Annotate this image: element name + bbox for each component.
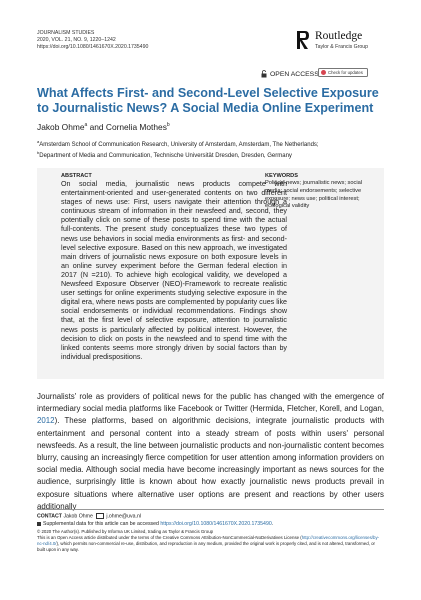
license-part: ), which permits non-commercial re-use, distribution, and reproduction in any medium, provided the original work is properly cited, and is not altered, transformed, or built upon in any way. [37, 540, 375, 553]
article-doi[interactable]: https://doi.org/10.1080/1461670X.2020.1735490 [37, 44, 149, 50]
article-title: What Affects First- and Second-Level Selective Exposure to Journalistic News? A Social Media Online Experiment [37, 86, 379, 115]
body-paragraph [37, 391, 384, 513]
article-footer [37, 509, 384, 553]
supplemental-icon [37, 522, 41, 526]
journal-header [37, 30, 148, 51]
open-lock-icon [261, 70, 267, 78]
journal-volume: 2020, VOL. 21, NO. 9, 1220–1242 [37, 37, 116, 43]
check-updates-icon [321, 70, 326, 75]
supplemental-line: Supplemental data for this article can be accessed https://doi.org/10.1080/1461670X.2020.1735490. [37, 521, 384, 529]
contact-email[interactable]: j.ohme@uva.nl [106, 513, 141, 520]
email-icon [96, 513, 104, 519]
license-link[interactable]: http://creativecommons.org/licenses/by-nc-nd/4.0/ [37, 534, 380, 546]
publisher-logo [296, 30, 396, 60]
body-text: ). These platforms, based on algorithmic decisions, integrate journalistic products with entertainment and personal content into a steady stream of posts within users' personal newsfeeds. As a result, the line between journalistic products and non-journalistic content becomes blurry, causing an increasingly fierce competition for user attention among information providers on social media. Although social media have become increasingly important as news sources for the audience, surprisingly little is known about how exactly journalistic news products prevail in exposure situations where alternative user options are present and reactions by other users additionally [37, 416, 384, 511]
affil-text: Department of Media and Communication, Technische Universität Dresden, Dresden, Germany [39, 153, 292, 159]
license-part: This is an Open Access article distributed under the terms of the Creative Commons Attribution-NonCommercial-NoDerivatives License ( [37, 534, 302, 540]
authors-join: and [89, 122, 104, 132]
body-text: Journalists' role as providers of political news for the public has changed with the emergence of intermediary social media platforms like Facebook or Twitter (Hermida, Fletcher, Korell, and Logan, [37, 392, 384, 414]
affiliation [37, 149, 387, 160]
open-access-label: OPEN ACCESS [270, 70, 319, 78]
affil-mark: a [37, 139, 40, 144]
author-name[interactable]: Jakob Ohme [37, 122, 85, 132]
publisher-name: Routledge [315, 30, 363, 42]
author-affil-mark: b [166, 122, 170, 129]
check-updates-label: Check for updates [328, 70, 363, 75]
abstract-heading: ABSTRACT [61, 173, 92, 179]
author-name[interactable]: Cornelia Mothes [105, 122, 167, 132]
open-access-badge [261, 70, 319, 78]
abstract-text: On social media, journalistic news products compete with entertainment-oriented and user-generated contents on two different stages of news use: First, users navigate their attention through a continuous stream of information in their newsfeed and, second, they potentially click on some of these posts to spend time with the actual full-contents. The present study conceptualizes these two types of news use behaviors in social media environments as first- and second-level selective exposure. Based on this new approach, we investigated main drivers of journalistic news exposure on both exposure levels in an online survey experiment before the German federal election in 2017 (N =210). To achieve high ecological validity, we developed a Newsfeed Exposure Observer (NEO)-Framework to recreate realistic user settings for online experiments studying selective exposure in the digital era, where news posts are complemented by popularity cues like social endorsements or individual recommendations. Findings show that, at the first level of selective exposure, attention to journalistic news posts is particularly affected by political interest. However, the decision to click on posts in the newsfeed and to spend time with the linked contents seems more strongly driven by social factors than by individual predispositions. [61, 180, 287, 361]
author-affil-mark: a [84, 122, 88, 129]
contact-line [37, 513, 384, 521]
keywords-section [265, 173, 380, 211]
publisher-subtitle: Taylor & Francis Group [315, 44, 369, 50]
contact-label: CONTACT [37, 513, 62, 520]
abstract-section [61, 173, 287, 362]
routledge-logo-icon [296, 31, 310, 49]
journal-name: JOURNALISM STUDIES [37, 30, 95, 36]
supp-link[interactable]: https://doi.org/10.1080/1461670X.2020.1735490 [160, 520, 272, 527]
license-text [37, 535, 384, 554]
abstract-box [37, 168, 384, 379]
supp-text: Supplemental data for this article can be accessed [43, 520, 161, 527]
contact-name: Jakob Ohme [63, 513, 93, 520]
check-updates-button[interactable] [318, 68, 368, 77]
affil-text: Amsterdam School of Communication Research, University of Amsterdam, Amsterdam, The Netherlands; [39, 142, 319, 148]
copyright-line: © 2020 The Author(s). Published by Informa UK Limited, trading as Taylor & Francis Group [37, 528, 214, 534]
affil-mark: b [37, 150, 40, 155]
affiliations [37, 138, 387, 160]
keywords-heading: KEYWORDS [265, 173, 298, 179]
author-line [37, 122, 170, 132]
affiliation [37, 138, 387, 149]
citation-link[interactable]: 2012 [37, 416, 55, 426]
keywords-text: Political news; journalistic news; social media; social endorsements; selective exposure; news use; political interest; ecological validity [265, 180, 363, 210]
